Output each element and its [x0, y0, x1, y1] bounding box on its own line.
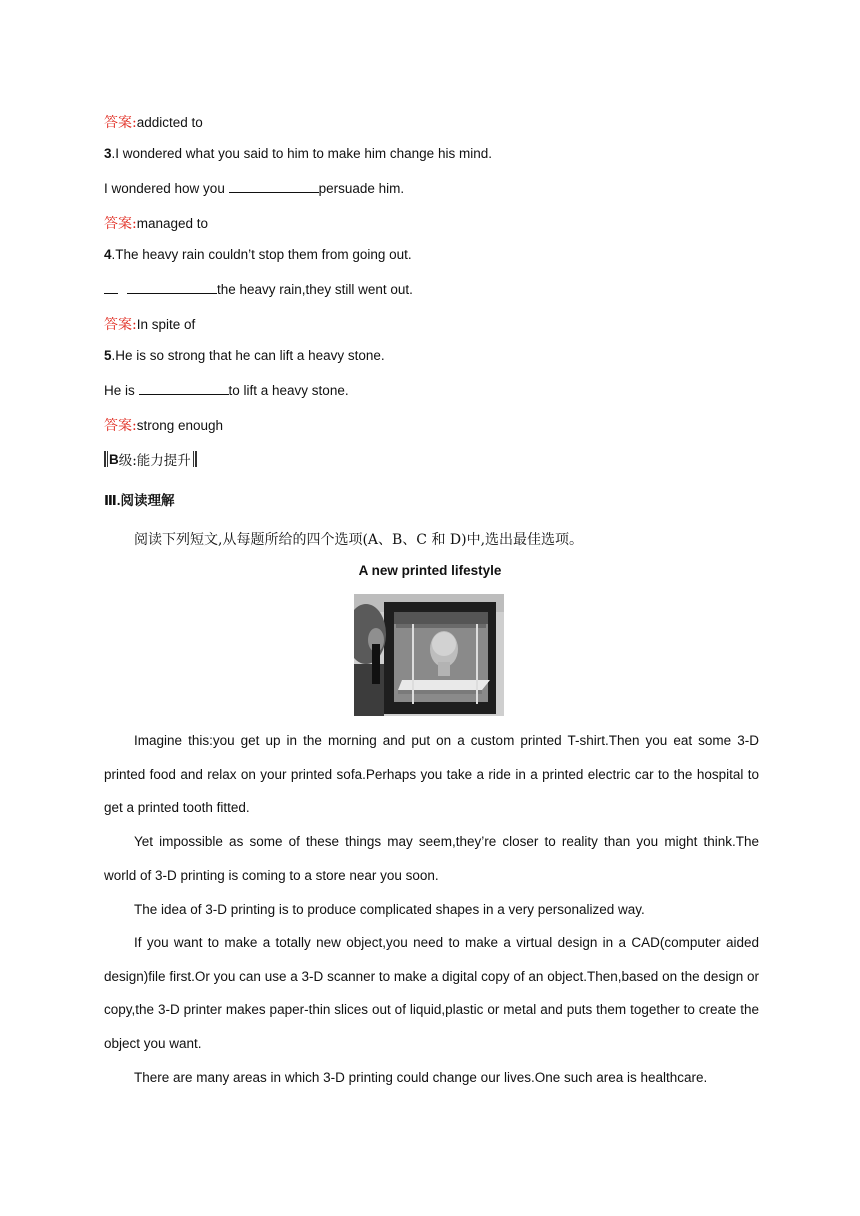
3d-printer-illustration — [354, 594, 504, 716]
q2-answer-line — [104, 112, 203, 132]
instruction: 阅读下列短文,从每题所给的四个选项(A、B、C 和 D)中,选出最佳选项。 — [134, 532, 584, 548]
q5-blank — [139, 382, 229, 395]
q3-rewrite-before: I wondered how you — [104, 181, 229, 196]
q3-number: 3 — [104, 146, 112, 161]
q4-number: 4 — [104, 247, 112, 262]
section-b-letter: B — [109, 451, 119, 467]
article-paragraph-3: The idea of 3-D printing is to produce complicated shapes in a very personalized way. — [134, 902, 645, 917]
q3-rewrite-after: persuade him. — [318, 181, 405, 196]
q5-original-text: .He is so strong that he can lift a heavy stone. — [111, 348, 385, 363]
section-b-heading — [104, 449, 198, 469]
article-title: A new printed lifestyle — [358, 563, 502, 578]
q4-blank-2 — [127, 281, 217, 294]
q5-rewrite-after: to lift a heavy stone. — [228, 383, 349, 398]
3d-printer-photo — [354, 594, 504, 716]
q5-rewrite-before: He is — [104, 383, 139, 398]
q4-blank-1 — [104, 281, 118, 294]
q4-original — [104, 247, 412, 262]
q3-blank — [229, 180, 319, 193]
article-paragraph-4: If you want to make a totally new object,you need to make a virtual design in a CAD(computer aided design)file first.Or you can use a 3-D scanner to make a digital copy of an object.Then,based on the design or copy,the 3-D printer makes paper-thin slices out of liquid,plastic or metal and puts them together to create the object you want. — [104, 935, 759, 1052]
q3-rewrite — [104, 180, 404, 196]
q5-number: 5 — [104, 348, 112, 363]
q5-answer-line — [104, 415, 223, 435]
q4-answer-line — [104, 314, 195, 334]
article-paragraph-1: Imagine this:you get up in the morning and put on a custom printed T-shirt.Then you eat some 3-D printed food and relax on your printed sofa.Perhaps you take a ride in a printed electric car to the hospital to get a printed tooth fitted. — [104, 733, 759, 816]
section-marker-left-thin — [107, 451, 108, 467]
q3-original — [104, 146, 492, 161]
q3-answer-line — [104, 213, 208, 233]
q4-original-text: .The heavy rain couldn’t stop them from going out. — [111, 247, 412, 262]
section-marker-right-thin — [193, 451, 194, 467]
answer-label: 答案: — [104, 216, 137, 232]
q4-rewrite-after: the heavy rain,they still went out. — [217, 282, 413, 297]
article-paragraph-5: There are many areas in which 3-D printing could change our lives.One such area is healthcare. — [134, 1070, 708, 1085]
q5-original — [104, 348, 385, 363]
answer-label: 答案: — [104, 317, 137, 333]
answer-label: 答案: — [104, 115, 137, 131]
q4-rewrite — [104, 281, 413, 297]
q2-answer: addicted to — [136, 115, 203, 130]
q3-answer: managed to — [136, 216, 209, 231]
article-paragraph-2: Yet impossible as some of these things may seem,they’re closer to reality than you might think.The world of 3-D printing is coming to a store near you soon. — [104, 834, 759, 883]
answer-label: 答案: — [104, 418, 137, 434]
section-marker-left — [104, 451, 106, 467]
q4-answer: In spite of — [136, 317, 196, 332]
q3-original-text: .I wondered what you said to him to make him change his mind. — [111, 146, 492, 161]
q5-rewrite — [104, 382, 349, 398]
section-marker-right — [195, 451, 197, 467]
section-b-text: 级:能力提升 — [118, 453, 191, 469]
q5-answer: strong enough — [136, 418, 224, 433]
part-heading: Ⅲ.阅读理解 — [104, 493, 175, 508]
